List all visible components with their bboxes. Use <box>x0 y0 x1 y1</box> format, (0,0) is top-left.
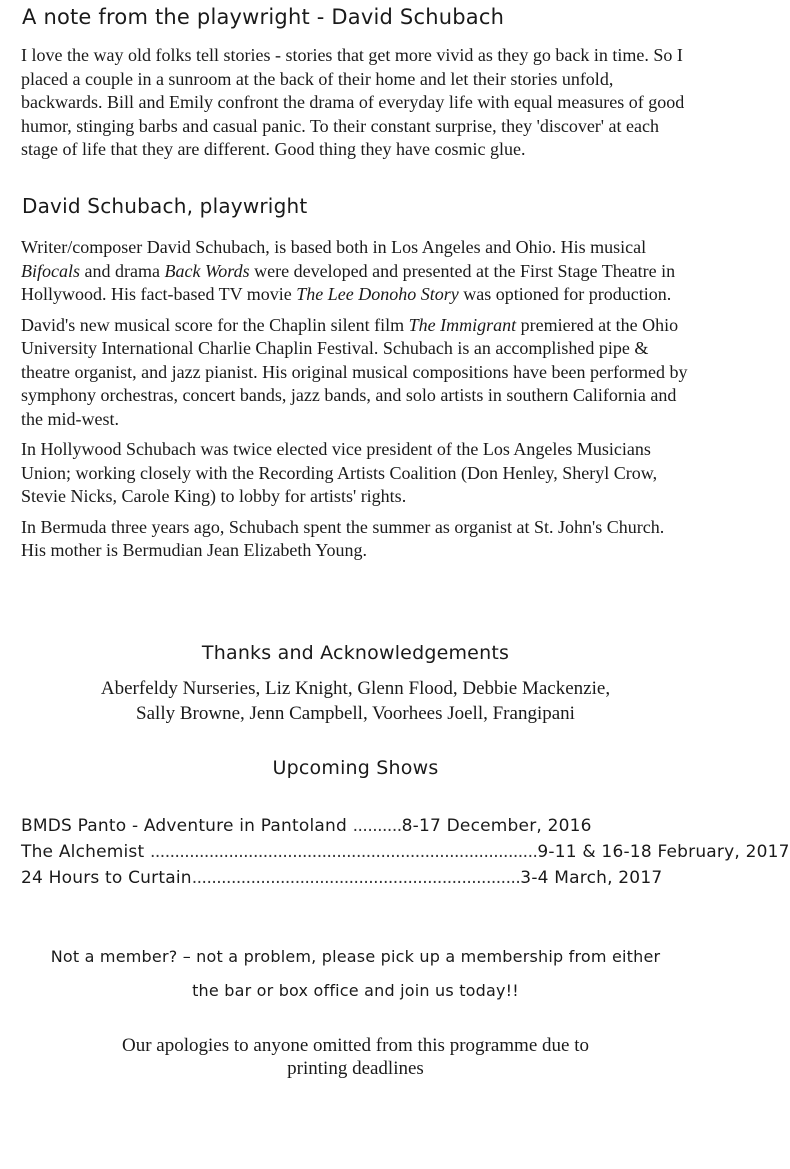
membership-notice <box>0 940 711 1008</box>
bio-p1-text-b: and drama <box>80 260 165 281</box>
show-dates: 8-17 December, 2016 <box>401 816 592 836</box>
title-back-words: Back Words <box>164 260 250 281</box>
bio-p2-text-a: David's new musical score for the Chaplin silent film <box>21 314 409 335</box>
bio-paragraph-1 <box>21 236 691 307</box>
show-leader-dots: ............................................................................... <box>149 842 538 862</box>
upcoming-shows-list <box>21 813 790 891</box>
bio-p1-text-d: was optioned for production. <box>458 284 672 304</box>
membership-line-1: Not a member? – not a problem, please pick up a membership from either <box>50 947 661 966</box>
show-title: 24 Hours to Curtain <box>21 868 192 888</box>
show-title: The Alchemist <box>21 842 145 862</box>
thanks-line-1: Aberfeldy Nurseries, Liz Knight, Glenn Flood, Debbie Mackenzie, <box>100 678 611 699</box>
show-dates: 3-4 March, 2017 <box>520 868 663 888</box>
title-the-immigrant: The Immigrant <box>408 314 517 335</box>
show-row <box>21 839 790 865</box>
membership-line-2: the bar or box office and join us today!! <box>192 981 519 1000</box>
bio-heading: David Schubach, playwright <box>22 194 308 218</box>
bio-p2-text-b: premiered at the Ohio University International Charlie Chaplin Festival. Schubach is an accomplished pipe & theatre organist, and jazz pianist. His original musical compositions have been performed by symphony orchestras, concert bands, jazz bands, and solo artists in southern California and the mid-west. <box>21 314 688 429</box>
upcoming-shows-heading: Upcoming Shows <box>272 757 439 779</box>
bio-p1-text-c: were developed and presented at the First Stage Theatre in Hollywood. His fact-based TV movie <box>21 260 676 304</box>
show-row <box>21 813 790 839</box>
title-lee-donoho-story: The Lee Donoho Story <box>296 284 459 304</box>
thanks-line-2: Sally Browne, Jenn Campbell, Voorhees Joell, Frangipani <box>136 703 575 724</box>
apology-line-1: Our apologies to anyone omitted from this programme due to <box>122 1035 589 1056</box>
bio-p1-text-a: Writer/composer David Schubach, is based both in Los Angeles and Ohio. His musical <box>21 237 647 257</box>
show-dates: 9-11 & 16-18 February, 2017 <box>537 842 790 862</box>
show-title: BMDS Panto - Adventure in Pantoland <box>21 816 347 836</box>
bio-paragraph-3: In Hollywood Schubach was twice elected vice president of the Los Angeles Musicians Union; working closely with the Recording Artists Coalition (Don Henley, Sheryl Crow, Stevie Nicks, Carole King) to lobby for artists' rights. <box>21 439 658 506</box>
thanks-heading: Thanks and Acknowledgements <box>201 642 510 664</box>
note-text: I love the way old folks tell stories - stories that get more vivid as they go back in time. So I placed a couple in a sunroom at the back of their home and let their stories unfold, backwards. Bill and Emily confront the drama of everyday life with equal measures of good humor, stinging barbs and casual panic. To their constant surprise, they 'discover' at each stage of life that they are different. Good thing they have cosmic glue. <box>21 45 685 159</box>
bio-paragraph-2 <box>21 314 691 432</box>
title-bifocals: Bifocals <box>21 260 80 281</box>
apology-note <box>0 1034 711 1080</box>
show-leader-dots: ................................................................... <box>191 868 521 888</box>
note-heading: A note from the playwright - David Schubach <box>22 5 505 29</box>
bio-paragraph-4: In Bermuda three years ago, Schubach spent the summer as organist at St. John's Church. His mother is Bermudian Jean Elizabeth Young. <box>21 516 665 560</box>
show-leader-dots: .......... <box>352 816 402 836</box>
bio-section <box>21 236 691 563</box>
thanks-list <box>0 676 711 726</box>
show-row <box>21 865 790 891</box>
apology-line-2: printing deadlines <box>287 1058 424 1079</box>
